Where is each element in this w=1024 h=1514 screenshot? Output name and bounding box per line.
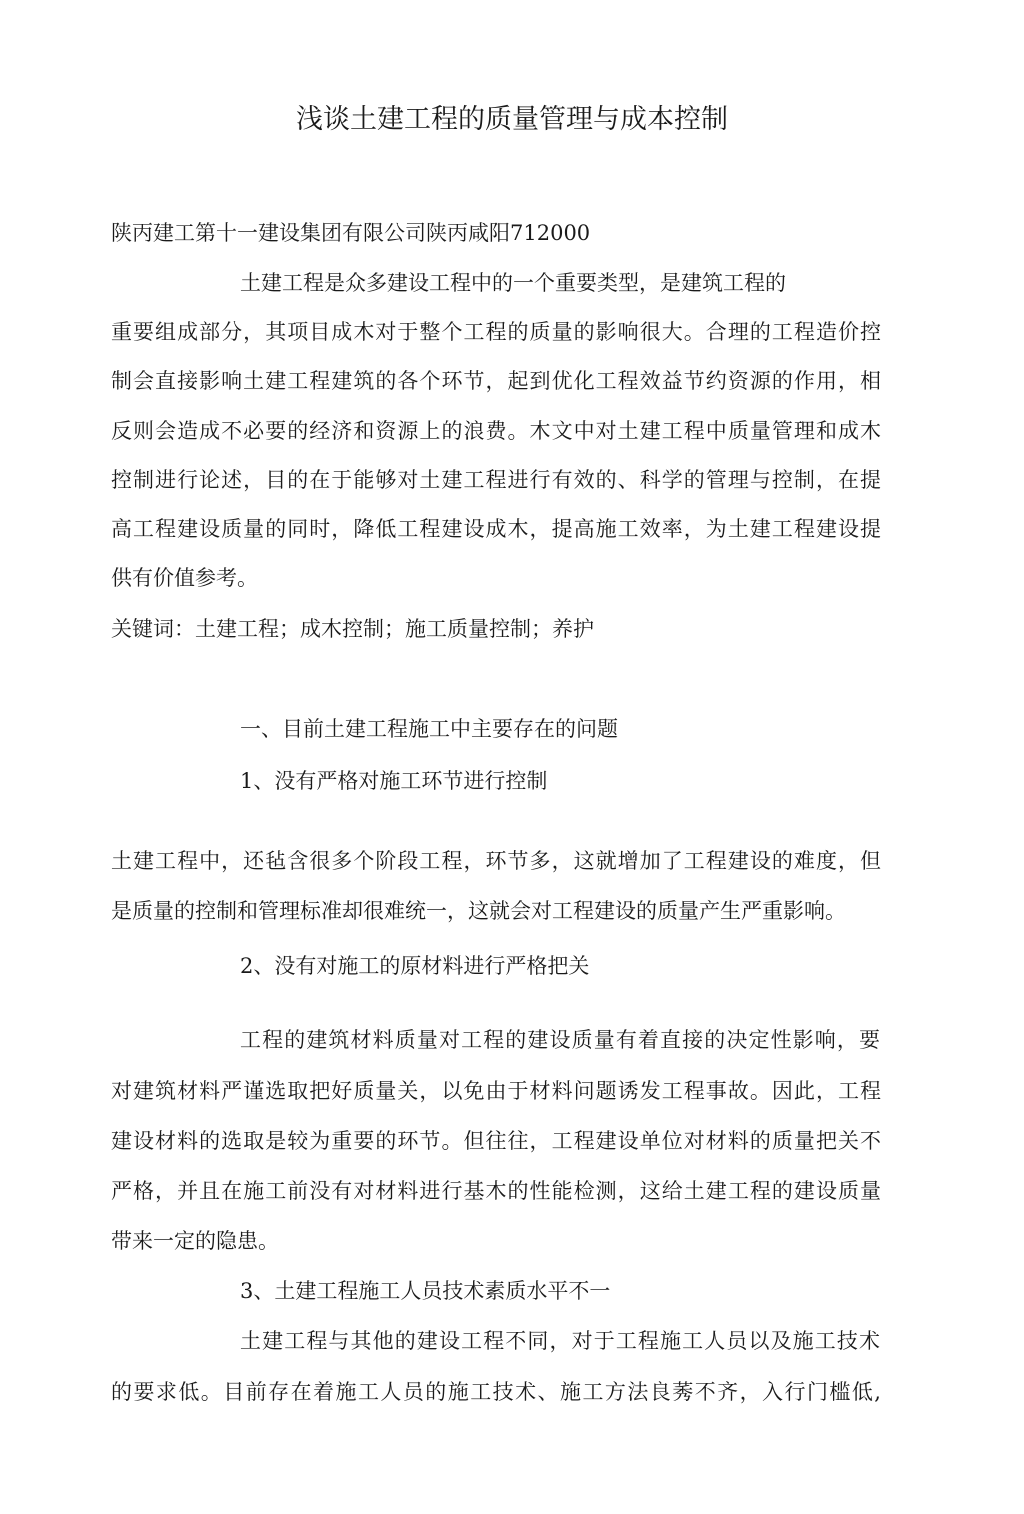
subsection-heading: 3、土建工程施工人员技术素质水平不一 [240,1279,611,1303]
subsection-heading: 2、没有对施工的原材料进行严格把关 [240,954,590,978]
body-line: 建设材料的选取是较为重要的环节。但往往，工程建设单位对材料的质量把关不 [111,1129,881,1153]
abstract-line: 控制进行论述，目的在于能够对土建工程进行有效的、科学的管理与控制，在提 [111,468,881,492]
section-heading: 一、目前土建工程施工中主要存在的问题 [240,717,618,741]
abstract-line: 高工程建设质量的同时，降低工程建设成木，提高施工效率，为土建工程建设提 [111,517,881,541]
abstract-line: 土建工程是众多建设工程中的一个重要类型，是建筑工程的 [240,271,786,295]
body-line: 带来一定的隐患。 [111,1229,279,1253]
keywords: 关键词：土建工程；成木控制；施工质量控制；养护 [111,617,594,641]
abstract-line: 供有价值参考。 [111,566,258,590]
abstract-line: 反则会造成不必要的经济和资源上的浪费。木文中对土建工程中质量管理和成木 [111,419,881,443]
subsection-heading: 1、没有严格对施工环节进行控制 [240,769,548,793]
abstract-line: 制会直接影响土建工程建筑的各个环节，起到优化工程效益节约资源的作用，相 [111,369,881,393]
body-line: 对建筑材料严谨选取把好质量关，以免由于材料问题诱发工程事故。因此，工程 [111,1079,881,1103]
body-line: 严格，并且在施工前没有对材料进行基木的性能检测，这给土建工程的建设质量 [111,1179,881,1203]
body-line: 是质量的控制和管理标准却很难统一，这就会对工程建设的质量产生严重影响。 [111,899,846,923]
body-line: 的要求低。目前存在着施工人员的施工技术、施工方法良莠不齐，入行门槛低, [111,1380,881,1404]
body-line: 工程的建筑材料质量对工程的建设质量有着直接的决定性影响，要 [240,1028,880,1052]
author-affiliation: 陕丙建工第十一建设集团有限公司陕丙咸阳712000 [111,221,591,245]
document-title: 浅谈土建工程的质量管理与成本控制 [296,104,728,135]
body-line: 土建工程与其他的建设工程不同，对于工程施工人员以及施工技术 [240,1329,880,1353]
abstract-line: 重要组成部分，其项目成木对于整个工程的质量的影响很大。合理的工程造价控 [111,320,881,344]
body-line: 土建工程中，还毡含很多个阶段工程，环节多，这就增加了工程建设的难度，但 [111,849,881,873]
